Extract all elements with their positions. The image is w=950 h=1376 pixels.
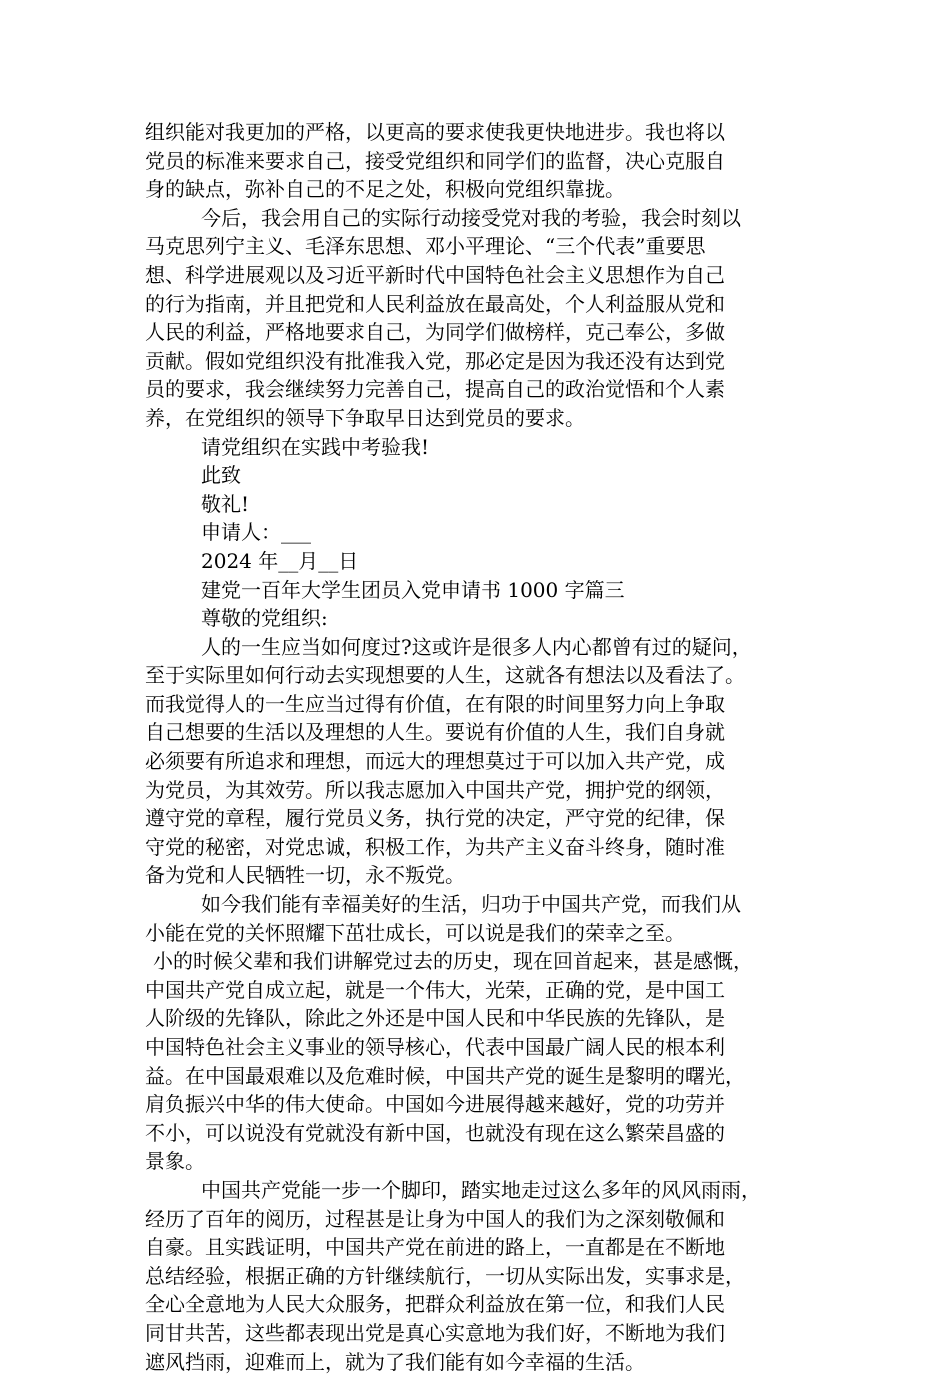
text-line: 自豪。且实践证明，中国共产党在前进的路上，一直都是在不断地 <box>145 1235 725 1260</box>
text-line: 备为党和人民牺牲一切，永不叛党。 <box>145 863 465 888</box>
text-line: 今后，我会用自己的实际行动接受党对我的考验，我会时刻以 <box>201 205 741 230</box>
text-line: 小的时候父辈和我们讲解党过去的历史，现在回首起来，甚是感慨， <box>153 949 753 974</box>
text-line: 至于实际里如何行动去实现想要的人生，这就各有想法以及看法了。 <box>145 663 745 688</box>
text-line: 遮风挡雨，迎难而上，就为了我们能有如今幸福的生活。 <box>145 1349 645 1374</box>
text-line: 小能在党的关怀照耀下茁壮成长，可以说是我们的荣幸之至。 <box>145 920 685 945</box>
text-line: 马克思列宁主义、毛泽东思想、邓小平理论、“三个代表”重要思 <box>145 234 706 259</box>
text-line: 必须要有所追求和理想，而远大的理想莫过于可以加入共产党，成 <box>145 749 725 774</box>
text-line: 请党组织在实践中考验我! <box>201 434 430 459</box>
text-line: 肩负振兴中华的伟大使命。中国如今进展得越来越好，党的功劳并 <box>145 1092 725 1117</box>
text-line: 此致 <box>201 463 241 488</box>
text-line: 自己想要的生活以及理想的人生。要说有价值的人生，我们自身就 <box>145 720 725 745</box>
text-line: 益。在中国最艰难以及危难时候，中国共产党的诞生是黎明的曙光， <box>145 1063 745 1088</box>
text-line: 身的缺点，弥补自己的不足之处，积极向党组织靠拢。 <box>145 177 625 202</box>
text-line: 总结经验，根据正确的方针继续航行，一切从实际出发，实事求是， <box>145 1263 745 1288</box>
text-line: 景象。 <box>145 1149 205 1174</box>
text-line: 全心全意地为人民大众服务，把群众利益放在第一位，和我们人民 <box>145 1292 725 1317</box>
text-line: 而我觉得人的一生应当过得有价值，在有限的时间里努力向上争取 <box>145 691 725 716</box>
document-body <box>145 118 820 1376</box>
text-line: 经历了百年的阅历，过程甚是让身为中国人的我们为之深刻敬佩和 <box>145 1206 725 1231</box>
text-line: 人民的利益，严格地要求自己，为同学们做榜样，克己奉公，多做 <box>145 320 725 345</box>
text-line: 申请人：___ <box>201 520 311 545</box>
text-line: 为党员，为其效劳。所以我志愿加入中国共产党，拥护党的纲领， <box>145 777 725 802</box>
text-line: 人的一生应当如何度过?这或许是很多人内心都曾有过的疑问， <box>201 634 752 659</box>
text-line: 尊敬的党组织: <box>201 606 328 631</box>
text-line: 想、科学进展观以及习近平新时代中国特色社会主义思想作为自己 <box>145 262 725 287</box>
text-line: 人阶级的先锋队，除此之外还是中国人民和中华民族的先锋队，是 <box>145 1006 725 1031</box>
text-line: 同甘共苦，这些都表现出党是真心实意地为我们好，不断地为我们 <box>145 1320 725 1345</box>
text-line: 中国共产党能一步一个脚印，踏实地走过这么多年的风风雨雨， <box>201 1177 761 1202</box>
text-line: 不小，可以说没有党就没有新中国，也就没有现在这么繁荣昌盛的 <box>145 1120 725 1145</box>
text-line: 组织能对我更加的严格，以更高的要求使我更快地进步。我也将以 <box>145 120 725 144</box>
text-line: 中国共产党自成立起，就是一个伟大，光荣，正确的党，是中国工 <box>145 977 725 1002</box>
text-line: 建党一百年大学生团员入党申请书 1000 字篇三 <box>201 577 625 602</box>
text-line: 2024 年__月__日 <box>201 548 359 573</box>
text-line: 的行为指南，并且把党和人民利益放在最高处，个人利益服从党和 <box>145 291 725 316</box>
text-line: 敬礼! <box>201 491 250 516</box>
text-line: 遵守党的章程，履行党员义务，执行党的决定，严守党的纪律，保 <box>145 806 725 831</box>
text-line: 如今我们能有幸福美好的生活，归功于中国共产党，而我们从 <box>201 892 741 917</box>
text-line: 中国特色社会主义事业的领导核心，代表中国最广阔人民的根本利 <box>145 1035 725 1059</box>
text-line: 员的要求，我会继续努力完善自己，提高自己的政治觉悟和个人素 <box>145 377 725 402</box>
text-line: 养，在党组织的领导下争取早日达到党员的要求。 <box>145 405 585 430</box>
text-line: 党员的标准来要求自己，接受党组织和同学们的监督，决心克服自 <box>145 148 725 173</box>
text-line: 贡献。假如党组织没有批准我入党，那必定是因为我还没有达到党 <box>145 348 725 373</box>
text-line: 守党的秘密，对党忠诚，积极工作，为共产主义奋斗终身，随时准 <box>145 834 725 859</box>
